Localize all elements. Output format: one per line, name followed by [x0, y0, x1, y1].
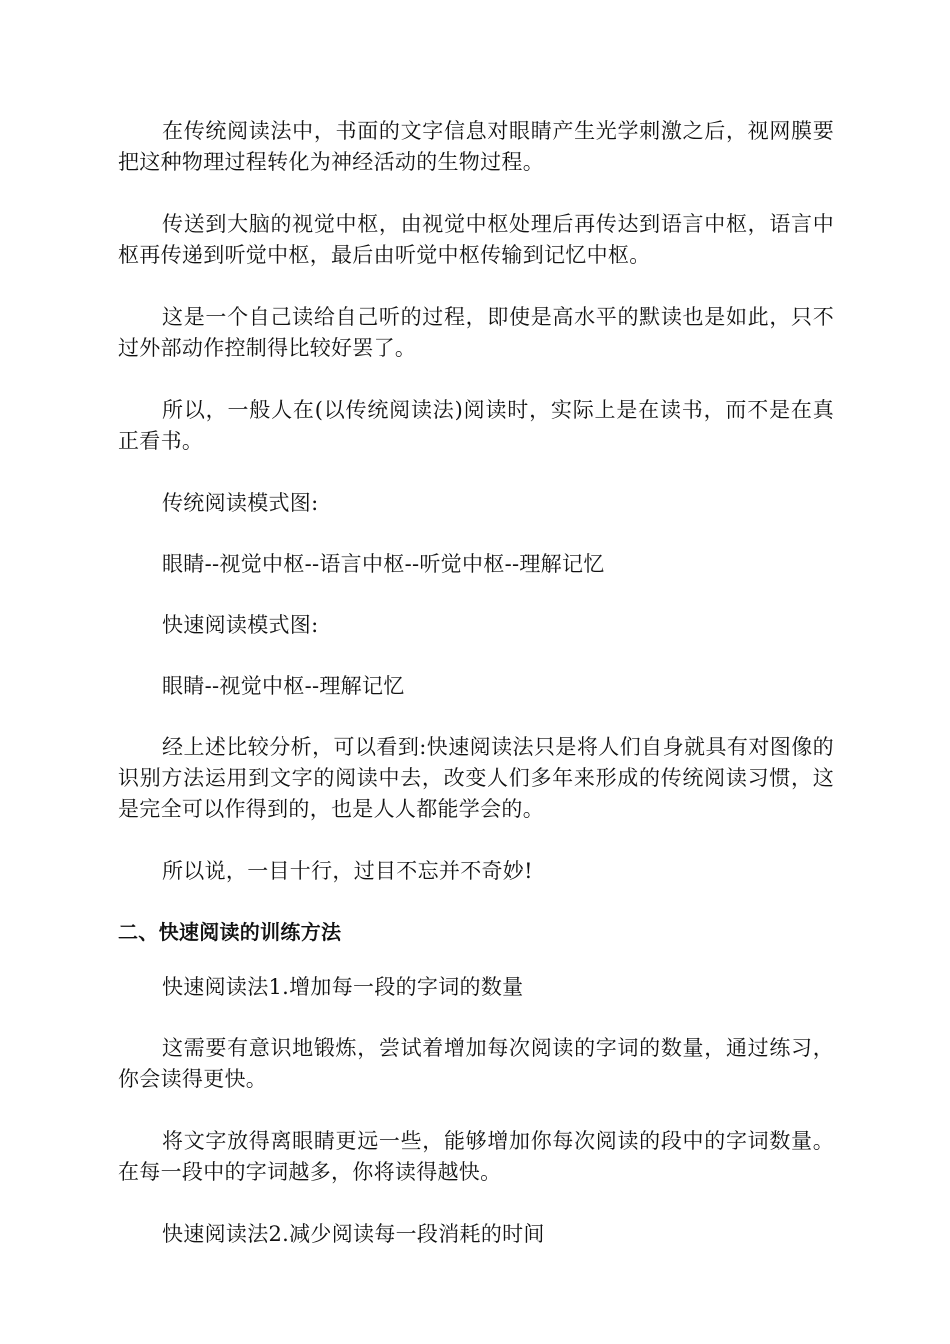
paragraph-traditional-model-label: 传统阅读模式图:: [162, 491, 319, 515]
paragraph-traditional-model: 眼睛--视觉中枢--语言中枢--听觉中枢--理解记忆: [162, 552, 605, 576]
paragraph-fast-model: 眼睛--视觉中枢--理解记忆: [162, 674, 405, 698]
paragraph-method-1-title: 快速阅读法1.增加每一段的字词的数量: [162, 975, 524, 999]
paragraph-method-2-title: 快速阅读法2.减少阅读每一段消耗的时间: [162, 1222, 545, 1246]
paragraph-method-1-practice: 这需要有意识地锻炼，尝试着增加每次阅读的字词的数量，通过练习，你会读得更快。: [118, 1036, 834, 1091]
paragraph-method-1-distance: 将文字放得离眼睛更远一些，能够增加你每次阅读的段中的字词数量。在每一段中的字词越多，你将读得越快。: [118, 1129, 834, 1184]
section-heading: 二、快速阅读的训练方法: [118, 920, 342, 944]
paragraph-fast-model-label: 快速阅读模式图:: [162, 613, 319, 637]
paragraph-retina: 在传统阅读法中，书面的文字信息对眼睛产生光学刺激之后，视网膜要把这种物理过程转化为神经活动的生物过程。: [118, 119, 834, 174]
paragraph-silent-reading: 这是一个自己读给自己听的过程，即使是高水平的默读也是如此，只不过外部动作控制得比较好罢了。: [118, 305, 834, 360]
paragraph-visual-center: 传送到大脑的视觉中枢，由视觉中枢处理后再传达到语言中枢，语言中枢再传递到听觉中枢，最后由听觉中枢传输到记忆中枢。: [118, 212, 834, 267]
paragraph-reading-vs-seeing: 所以，一般人在(以传统阅读法)阅读时，实际上是在读书，而不是在真正看书。: [118, 398, 834, 453]
paragraph-conclusion: 所以说，一目十行，过目不忘并不奇妙!: [162, 859, 533, 883]
paragraph-analysis: 经上述比较分析，可以看到:快速阅读法只是将人们自身就具有对图像的识别方法运用到文字的阅读中去，改变人们多年来形成的传统阅读习惯，这是完全可以作得到的，也是人人都能学会的。: [118, 735, 834, 821]
document-page: [118, 116, 834, 1280]
